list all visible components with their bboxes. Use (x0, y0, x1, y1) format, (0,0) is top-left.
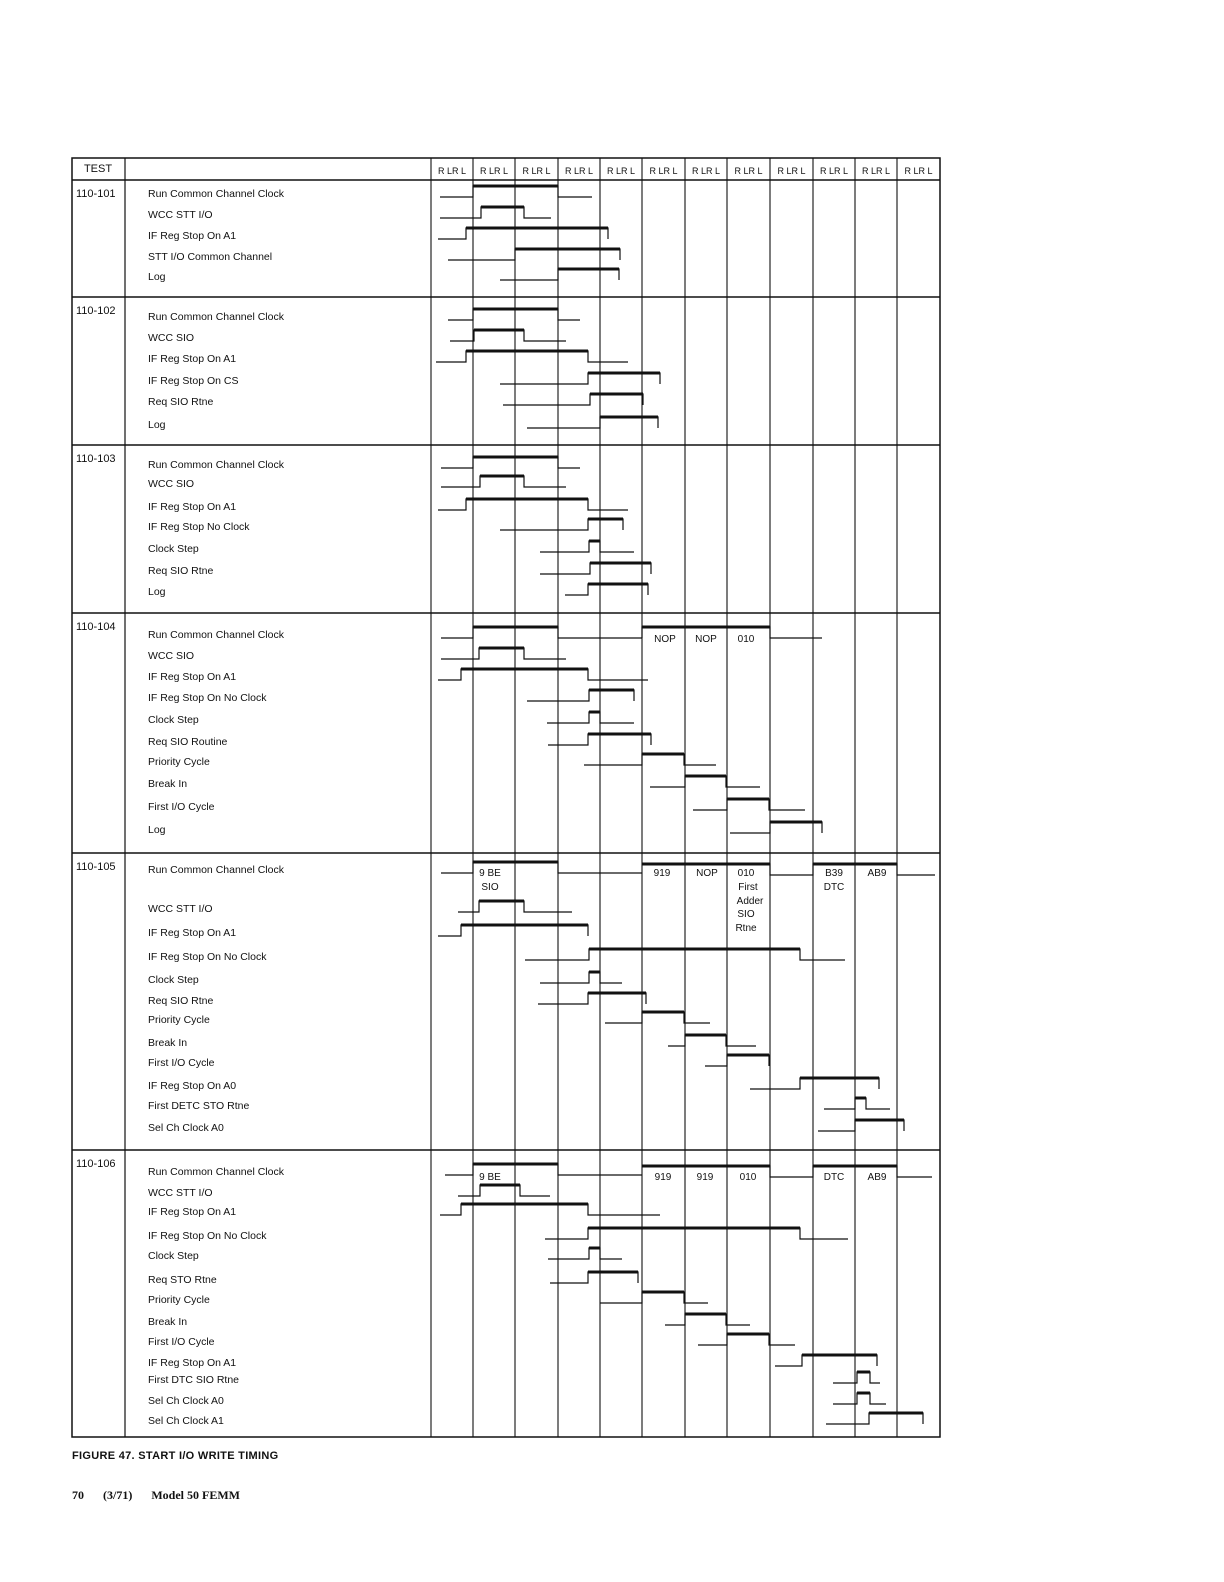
signal-label: Sel Ch Clock A0 (148, 1395, 224, 1407)
header-column-mark: R LR L (904, 166, 933, 176)
signal-waveform (565, 584, 648, 595)
signal-waveform (527, 417, 658, 428)
signal-waveform (441, 627, 642, 638)
signal-label: IF Reg Stop No Clock (148, 521, 250, 533)
signal-waveform (503, 394, 643, 405)
header-test-label: TEST (83, 163, 113, 175)
signal-label: Req SIO Rtne (148, 396, 214, 408)
timing-annotation: 010 (737, 634, 755, 645)
signal-label: Run Common Channel Clock (148, 864, 284, 876)
timing-annotation: 010 (737, 868, 755, 879)
timing-annotation: First (738, 882, 758, 893)
signal-waveform (548, 1248, 622, 1259)
signal-label: Req SIO Routine (148, 736, 228, 748)
signal-waveform (441, 457, 580, 468)
test-id: 110-103 (76, 453, 116, 465)
signal-waveform (436, 351, 628, 362)
signal-label: First DETC STO Rtne (148, 1100, 250, 1112)
signal-label: Break In (148, 778, 188, 790)
signal-waveform (450, 330, 566, 341)
signal-waveform (750, 1078, 879, 1089)
signal-waveform (448, 249, 620, 260)
revision-date: (3/71) (103, 1488, 133, 1502)
timing-annotation: 010 (739, 1172, 757, 1183)
header-column-mark: R LR L (649, 166, 678, 176)
signal-waveform (540, 563, 651, 574)
signal-label: IF Reg Stop On No Clock (148, 692, 267, 704)
signal-label: Log (148, 586, 166, 598)
signal-waveform (438, 228, 608, 239)
signal-label: WCC STT I/O (148, 1187, 213, 1199)
signal-waveform (650, 776, 760, 787)
timing-annotation: DTC (823, 882, 845, 893)
signal-waveform (705, 1055, 769, 1066)
test-id: 110-106 (76, 1158, 116, 1170)
signal-label: First I/O Cycle (148, 1057, 215, 1069)
signal-waveform (818, 1120, 904, 1131)
timing-annotation: Rtne (735, 923, 757, 934)
signal-waveform (824, 1098, 890, 1109)
header-column-mark: R LR L (522, 166, 551, 176)
signal-label: IF Reg Stop On A1 (148, 353, 237, 365)
figure-caption: FIGURE 47. START I/O WRITE TIMING (72, 1450, 279, 1462)
signal-label: IF Reg Stop On A1 (148, 1357, 237, 1369)
signal-label: Req SIO Rtne (148, 995, 214, 1007)
timing-annotation: DTC (823, 1172, 845, 1183)
signal-waveform (441, 648, 566, 659)
timing-annotation: 919 (653, 868, 671, 879)
signal-waveform (833, 1393, 886, 1404)
signal-label: Run Common Channel Clock (148, 188, 284, 200)
signal-label: Run Common Channel Clock (148, 1166, 284, 1178)
timing-annotation: SIO (737, 909, 755, 920)
signal-label: Clock Step (148, 714, 199, 726)
signal-waveform (698, 1334, 795, 1345)
signal-waveform (441, 862, 642, 873)
signal-waveform (668, 1035, 756, 1046)
signal-label: Clock Step (148, 974, 199, 986)
timing-annotation: Adder (736, 896, 764, 907)
signal-waveform (440, 186, 592, 197)
signal-label: WCC SIO (148, 332, 195, 344)
test-id: 110-101 (76, 188, 116, 200)
signal-label: Sel Ch Clock A0 (148, 1122, 224, 1134)
timing-annotation: 919 (696, 1172, 714, 1183)
signal-waveform (605, 1012, 710, 1023)
signal-waveform (527, 690, 634, 701)
page-footer (72, 1488, 256, 1503)
signal-label: STT I/O Common Channel (148, 251, 273, 263)
header-column-mark: R LR L (606, 166, 636, 176)
signal-label: WCC SIO (148, 650, 195, 662)
signal-label: IF Reg Stop On A1 (148, 1206, 237, 1218)
timing-annotation: AB9 (867, 868, 887, 879)
header-column-mark: R LR L (691, 166, 721, 176)
signal-label: Priority Cycle (148, 756, 210, 768)
signal-waveform (642, 864, 935, 875)
timing-annotation: 9 BE (479, 1172, 501, 1183)
signal-waveform (775, 1355, 877, 1366)
test-id: 110-104 (76, 621, 116, 633)
signal-label: Run Common Channel Clock (148, 311, 284, 323)
timing-annotation: B39 (825, 868, 843, 879)
signal-label: Break In (148, 1316, 188, 1328)
signal-label: WCC SIO (148, 478, 195, 490)
signal-waveform (730, 822, 822, 833)
header-column-mark: R LR L (564, 166, 594, 176)
signal-label: Run Common Channel Clock (148, 459, 284, 471)
signal-label: First DTC SIO Rtne (148, 1374, 240, 1386)
signal-label: IF Reg Stop On No Clock (148, 951, 267, 963)
signal-waveform (458, 1185, 550, 1196)
page-number: 70 (72, 1488, 84, 1502)
signal-waveform (826, 1413, 923, 1424)
timing-annotation: 919 (654, 1172, 672, 1183)
signal-label: Log (148, 824, 166, 836)
signal-waveform (693, 799, 805, 810)
signal-waveform (500, 519, 623, 530)
signal-waveform (500, 269, 619, 280)
signal-waveform (540, 972, 622, 983)
signal-waveform (550, 1272, 638, 1283)
signal-label: IF Reg Stop On CS (148, 375, 239, 387)
header-column-mark: R LR L (437, 166, 467, 176)
test-id: 110-105 (76, 861, 116, 873)
signal-label: Clock Step (148, 1250, 199, 1262)
signal-waveform (584, 754, 716, 765)
signal-waveform (438, 669, 648, 680)
manual-title: Model 50 FEMM (151, 1488, 240, 1502)
signal-label: WCC STT I/O (148, 903, 213, 915)
signal-label: Req STO Rtne (148, 1274, 217, 1286)
header-column-mark: R LR L (819, 166, 849, 176)
signal-label: IF Reg Stop On A0 (148, 1080, 237, 1092)
signal-label: Sel Ch Clock A1 (148, 1415, 224, 1427)
header-column-mark: R LR L (734, 166, 763, 176)
header-column-mark: R LR L (777, 166, 806, 176)
signal-label: Priority Cycle (148, 1014, 210, 1026)
signal-label: IF Reg Stop On No Clock (148, 1230, 267, 1242)
signal-waveform (500, 373, 660, 384)
signal-waveform (600, 1292, 708, 1303)
header-column-mark: R LR L (479, 166, 509, 176)
timing-annotation: AB9 (867, 1172, 887, 1183)
signal-waveform (448, 309, 580, 320)
signal-waveform (547, 712, 634, 723)
signal-label: First I/O Cycle (148, 801, 215, 813)
signal-label: Req SIO Rtne (148, 565, 214, 577)
signal-label: IF Reg Stop On A1 (148, 501, 237, 513)
timing-annotation: NOP (696, 868, 718, 879)
signal-waveform (440, 207, 551, 218)
timing-annotation: 9 BE (479, 868, 501, 879)
signal-waveform (665, 1314, 750, 1325)
signal-label: IF Reg Stop On A1 (148, 927, 237, 939)
signal-label: IF Reg Stop On A1 (148, 230, 237, 242)
signal-waveform (833, 1372, 880, 1383)
signal-label: WCC STT I/O (148, 209, 213, 221)
timing-annotation: NOP (654, 634, 676, 645)
signal-waveform (538, 993, 646, 1004)
signal-waveform (441, 476, 566, 487)
signal-waveform (545, 1228, 848, 1239)
signal-label: Clock Step (148, 543, 199, 555)
timing-annotation: NOP (695, 634, 717, 645)
signal-label: Log (148, 271, 166, 283)
signal-label: IF Reg Stop On A1 (148, 671, 237, 683)
header-column-mark: R LR L (861, 166, 891, 176)
signal-label: Run Common Channel Clock (148, 629, 284, 641)
signal-label: Log (148, 419, 166, 431)
signal-waveform (438, 925, 588, 936)
signal-label: Break In (148, 1037, 188, 1049)
signal-waveform (445, 1164, 642, 1175)
test-id: 110-102 (76, 305, 116, 317)
signal-label: Priority Cycle (148, 1294, 210, 1306)
signal-waveform (540, 541, 634, 552)
timing-annotation: SIO (481, 882, 499, 893)
signal-label: First I/O Cycle (148, 1336, 215, 1348)
